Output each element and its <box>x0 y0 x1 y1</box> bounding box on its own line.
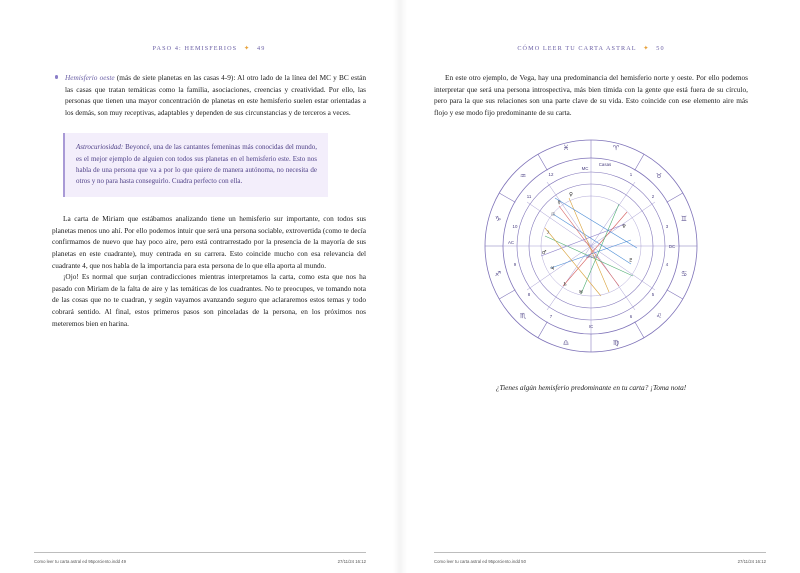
svg-text:8: 8 <box>527 292 531 298</box>
callout-paragraph <box>76 142 317 187</box>
svg-text:♏: ♏ <box>519 312 527 321</box>
callout-lead: Astrocuriosidad: <box>76 143 124 152</box>
reflection-question: ¿Tienes algún hemisferio predominante en tu carta? ¡Toma nota! <box>495 383 687 393</box>
footer-rule-left <box>34 552 366 553</box>
svg-text:4: 4 <box>665 262 669 268</box>
footer-right <box>400 559 800 564</box>
svg-text:♄: ♄ <box>562 282 568 289</box>
body-paragraph-1: La carta de Miriam que estábamos analizando tiene un hemisferio sur importante, con todos sus planetas menos uno ahí. Por ello podemos intuir que será una persona sociable, extrovertida (como te decía confirmamos de nuevo que hay poco aire, pero está contrarrestado por la presencia de la mayoría de sus planetas en este cuadrante), muy centrada en su carrera. Esto coincide mucho con esa relevancia del cuadrante 4, que nos habla de la importancia para esta persona de lo que ella aporta al mundo. <box>52 214 366 270</box>
svg-text:♎: ♎ <box>562 339 570 348</box>
svg-text:♋: ♋ <box>680 270 688 279</box>
footer-left <box>0 559 400 564</box>
svg-text:10: 10 <box>512 224 518 230</box>
svg-text:♇: ♇ <box>628 258 634 265</box>
running-head-dot-icon-right: ✦ <box>643 45 650 52</box>
bullet-text: (más de siete planetas en las casas 4-9): Al otro lado de la línea del MC y BC están las casas que tratan temáticas como la familia, asociaciones, creencias y creatividad. Por ello, las personas que tienen una mayor concentración de planetas en este hemisferio suelen estar orientadas a los demás, son muy receptivas, adaptables y dependen de sus circunstancias y de terceros a veces. <box>65 73 366 117</box>
svg-text:☽: ☽ <box>544 230 550 237</box>
svg-text:♂: ♂ <box>541 250 547 257</box>
footer-right-text: Como leer tu carta astral ed 95porciento.indd 50 <box>434 559 526 564</box>
svg-text:12: 12 <box>548 172 554 178</box>
callout-astrocuriosidad <box>63 133 328 197</box>
right-page <box>400 0 800 573</box>
svg-text:♈: ♈ <box>612 144 620 153</box>
svg-text:AC: AC <box>507 240 515 246</box>
chart-center-label <box>585 254 596 259</box>
bullet-item-hemisferio-oeste <box>52 72 366 118</box>
page-number-left: 49 <box>257 45 266 52</box>
svg-text:♃: ♃ <box>549 266 555 273</box>
bullet-dot-icon <box>55 75 58 78</box>
natal-chart-svg <box>481 136 701 356</box>
svg-text:6: 6 <box>629 314 633 320</box>
bullet-lead: Hemisferio oeste <box>65 73 115 82</box>
svg-text:♉: ♉ <box>655 172 663 181</box>
svg-text:DC: DC <box>668 244 676 250</box>
svg-text:♆: ♆ <box>621 224 627 231</box>
running-head-right <box>434 44 748 52</box>
svg-text:IC: IC <box>588 324 594 330</box>
svg-text:♀: ♀ <box>569 192 573 199</box>
svg-text:☿: ☿ <box>557 200 561 207</box>
svg-text:♐: ♐ <box>494 270 502 279</box>
svg-text:7: 7 <box>549 314 553 320</box>
running-head-left-text: PASO 4: HEMISFERIOS <box>152 45 238 52</box>
svg-text:♍: ♍ <box>612 339 620 348</box>
footer-rule-right <box>434 552 766 553</box>
footer-right-timestamp: 27/11/24 16:12 <box>737 559 766 564</box>
svg-text:♑: ♑ <box>494 215 502 224</box>
svg-text:MC: MC <box>581 166 589 172</box>
footer-left-text: Como leer tu carta astral ed 95porciento.indd 49 <box>34 559 126 564</box>
callout-text: Beyoncé, una de las cantantes femeninas más conocidas del mundo, es el mejor ejemplo de alguien con todos sus planetas en el hemisferio este. Esto nos habla de una persona que va a por lo que quiere de manera autónoma, no necesita de otros y no para hasta conseguirlo. Cuadra perfecto con ella. <box>76 143 317 185</box>
svg-text:♒: ♒ <box>519 172 527 181</box>
svg-text:♊: ♊ <box>680 215 688 224</box>
svg-text:♓: ♓ <box>562 144 570 153</box>
body-paragraph-2: ¡Ojo! Es normal que surjan contradicciones mientras interpretamos la carta, como esta que nos ha pasado con Miriam de la falta de aire y las temáticas de los cuadrantes. No te preocupes, ve tomando nota de las cosas que no te cuadran, y según vayamos avanzando seguro que aclararemos estos temas y todo cobrará sentido. Al final, estos primeros pasos son pinceladas de la persona, en los próximos nos meteremos bien en harina. <box>52 272 366 328</box>
running-head-left <box>52 44 366 52</box>
running-head-dot-icon: ✦ <box>243 45 251 52</box>
right-body-paragraph-1: En este otro ejemplo, de Vega, hay una predominancia del hemisferio norte y oeste. Por ello podemos interpretar que será una persona introspectiva, más bien tímida con la gente que está fuera de su círculo, pero para la que sus relaciones son una parte clave de su vida. Esto coincide con ese elemento aire más flojo y ese modo fijo predominante de su carta. <box>434 73 748 117</box>
svg-text:1: 1 <box>629 172 633 178</box>
svg-text:11: 11 <box>526 194 532 200</box>
svg-text:9: 9 <box>513 262 517 268</box>
svg-text:VEGA: VEGA <box>585 254 597 260</box>
svg-text:Casas: Casas <box>598 162 612 168</box>
natal-chart-wheel <box>481 136 701 356</box>
footer-left-timestamp: 27/11/24 16:12 <box>337 559 366 564</box>
svg-text:3: 3 <box>665 224 669 230</box>
svg-text:5: 5 <box>651 292 655 298</box>
page-number-right: 50 <box>656 45 665 52</box>
svg-text:☉: ☉ <box>550 212 556 219</box>
svg-text:♅: ♅ <box>578 290 584 297</box>
svg-text:♌: ♌ <box>655 312 663 321</box>
running-head-right-text: CÓMO LEER TU CARTA ASTRAL <box>517 45 637 52</box>
svg-text:2: 2 <box>651 194 655 200</box>
